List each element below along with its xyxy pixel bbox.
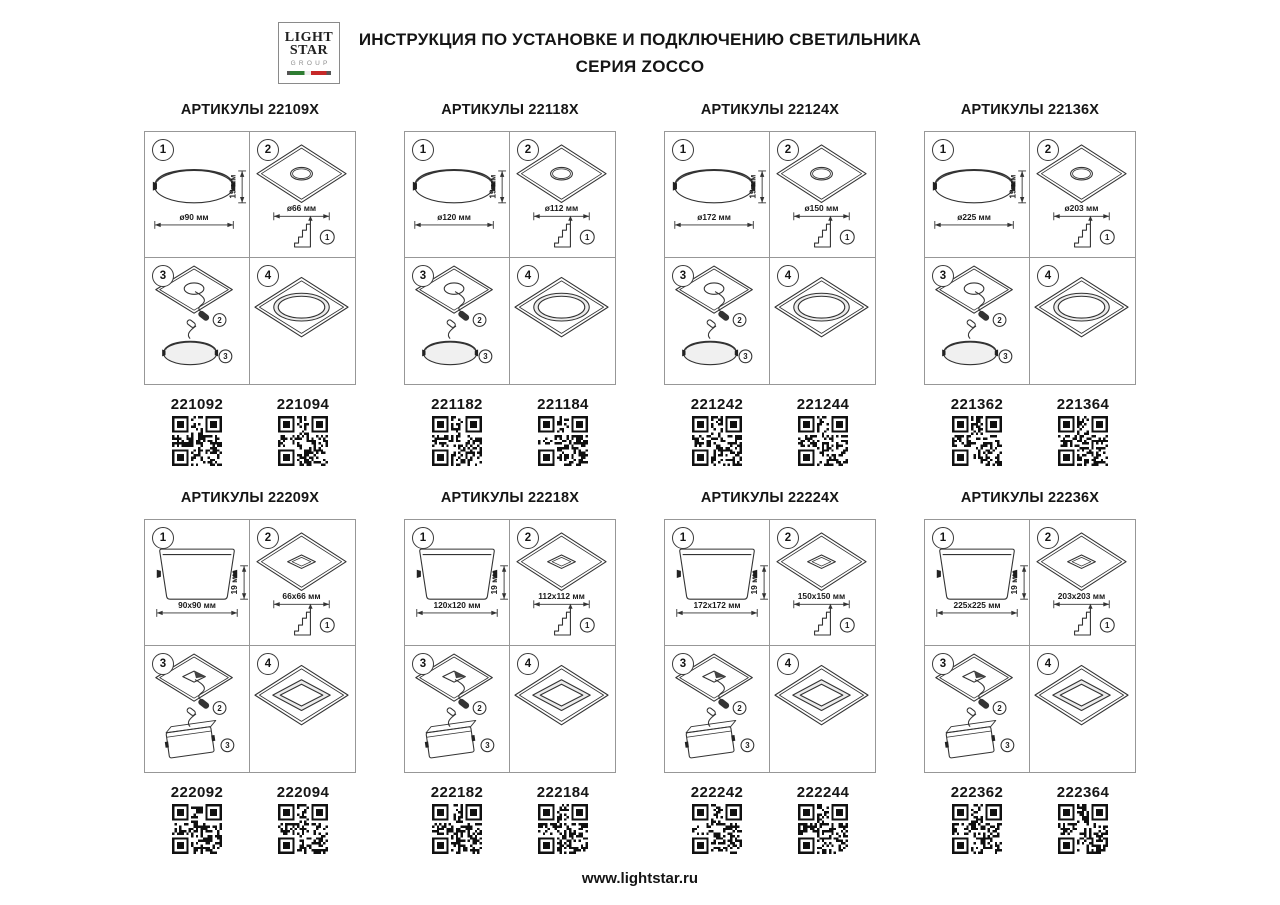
logo-flag-bar [287, 71, 331, 75]
connector-callout-number: 2 [477, 315, 482, 325]
article-item [171, 396, 223, 466]
height-dimension-label: 19 мм [1007, 174, 1018, 199]
connector-callout-number: 2 [997, 703, 1002, 713]
qr-code [692, 416, 742, 466]
width-dimension-label: ø120 мм [437, 212, 471, 223]
article-number: 222364 [1056, 784, 1110, 801]
supply-wire [715, 680, 724, 703]
step-1-fixture-dimensions [925, 132, 1030, 258]
step-4-installed-view [250, 258, 355, 384]
step-2-ceiling-cutout [1030, 520, 1135, 646]
qr-code [278, 804, 328, 854]
hole-dimension-label: 203x203 мм [1057, 590, 1106, 601]
article-number: 221092 [170, 396, 224, 413]
fixture-callout-number: 3 [485, 741, 490, 751]
step-1-fixture-dimensions [405, 132, 510, 258]
step-4-badge: 4 [517, 653, 539, 675]
clip-callout-number: 1 [585, 232, 590, 242]
width-dimension-label: 120x120 мм [433, 600, 481, 611]
article-item [277, 396, 329, 466]
product-panel [640, 490, 900, 854]
step-3-badge: 3 [932, 265, 954, 287]
product-panel [380, 490, 640, 854]
wire-connector [717, 310, 730, 322]
wire-connector [197, 310, 210, 322]
step-4-installed-view [770, 258, 875, 384]
panel-title: АРТИКУЛЫ 22224X [700, 490, 840, 506]
step-1-fixture-dimensions [145, 132, 250, 258]
step-1-badge: 1 [152, 139, 174, 161]
article-item [277, 784, 329, 854]
step-1-badge: 1 [152, 527, 174, 549]
connector-callout-number: 2 [737, 703, 742, 713]
hole-dimension-label: ø66 мм [286, 202, 317, 213]
step-3-wiring-connection [145, 258, 250, 384]
article-number: 222242 [690, 784, 744, 801]
article-numbers-row [404, 396, 616, 466]
installation-steps-grid [924, 519, 1136, 773]
step-4-badge: 4 [257, 653, 279, 675]
fixture-callout-number: 3 [1005, 741, 1010, 751]
wire-connector [457, 698, 470, 710]
supply-wire [195, 292, 204, 315]
step-3-wiring-connection [925, 258, 1030, 384]
step-2-ceiling-cutout [510, 520, 615, 646]
logo-word-star: STAR [289, 42, 329, 58]
panel-title: АРТИКУЛЫ 22209X [180, 490, 320, 506]
connector-callout-number: 2 [217, 315, 222, 325]
article-number: 221094 [276, 396, 330, 413]
fixture-callout-number: 3 [483, 352, 488, 362]
product-panel [120, 490, 380, 854]
wire-connector [977, 310, 990, 322]
step-3-badge: 3 [152, 653, 174, 675]
connector-callout-number: 2 [477, 703, 482, 713]
width-dimension-label: ø172 мм [697, 212, 731, 223]
step-2-ceiling-cutout [1030, 132, 1135, 258]
step-4-installed-view [770, 646, 875, 772]
document-title [0, 0, 1280, 77]
step-2-ceiling-cutout [250, 520, 355, 646]
height-dimension-label: 19 мм [229, 570, 240, 595]
height-dimension-label: 19 мм [489, 570, 500, 595]
step-3-badge: 3 [672, 653, 694, 675]
fixture-callout-number: 3 [225, 741, 230, 751]
step-2-ceiling-cutout [250, 132, 355, 258]
spring-clip-icon [815, 224, 831, 247]
article-item [537, 396, 589, 466]
installation-steps-grid [144, 519, 356, 773]
panel-title: АРТИКУЛЫ 22136X [960, 102, 1100, 118]
fixture-callout-number: 3 [745, 741, 750, 751]
hole-dimension-label: ø112 мм [544, 202, 579, 213]
spring-clip-icon [555, 224, 571, 247]
product-panel [380, 102, 640, 466]
supply-wire [975, 292, 984, 315]
panel-title: АРТИКУЛЫ 22109X [180, 102, 320, 118]
article-item [797, 784, 849, 854]
installation-steps-grid [664, 131, 876, 385]
clip-callout-number: 1 [585, 620, 590, 630]
step-4-badge: 4 [1037, 653, 1059, 675]
article-numbers-row [924, 396, 1136, 466]
step-4-installed-view [250, 646, 355, 772]
article-item [951, 784, 1003, 854]
wire-connector [977, 698, 990, 710]
article-number: 222182 [430, 784, 484, 801]
installation-steps-grid [924, 131, 1136, 385]
article-item [951, 396, 1003, 466]
spring-clip-icon [295, 224, 311, 247]
installation-steps-grid [144, 131, 356, 385]
wire-connector [717, 698, 730, 710]
spring-clip-icon [555, 612, 571, 635]
clip-callout-number: 1 [325, 620, 330, 630]
hole-dimension-label: ø150 мм [804, 202, 839, 213]
connector-callout-number: 2 [737, 315, 742, 325]
fixture-callout-number: 3 [1003, 352, 1008, 362]
step-3-wiring-connection [405, 646, 510, 772]
article-number: 221184 [537, 396, 589, 413]
step-1-badge: 1 [412, 139, 434, 161]
step-3-wiring-connection [925, 646, 1030, 772]
article-number: 222184 [536, 784, 590, 801]
wire-connector [197, 698, 210, 710]
title-line-2: СЕРИЯ ZOCCO [575, 57, 705, 76]
step-2-badge: 2 [1037, 139, 1059, 161]
width-dimension-label: ø90 мм [179, 212, 209, 223]
panel-title: АРТИКУЛЫ 22124X [700, 102, 840, 118]
installation-steps-grid [664, 519, 876, 773]
supply-wire [975, 680, 984, 703]
step-3-wiring-connection [665, 646, 770, 772]
hole-dimension-label: 66x66 мм [282, 590, 321, 601]
step-2-ceiling-cutout [510, 132, 615, 258]
product-panel [900, 490, 1160, 854]
width-dimension-label: ø225 мм [957, 212, 991, 223]
step-1-fixture-dimensions [405, 520, 510, 646]
step-2-badge: 2 [517, 527, 539, 549]
spring-clip-icon [1075, 612, 1091, 635]
step-3-badge: 3 [412, 653, 434, 675]
step-1-fixture-dimensions [925, 520, 1030, 646]
hole-dimension-label: 150x150 мм [797, 590, 846, 601]
step-2-badge: 2 [777, 139, 799, 161]
fixture-callout-number: 3 [223, 352, 228, 362]
installation-steps-grid [404, 519, 616, 773]
step-4-installed-view [510, 646, 615, 772]
step-4-installed-view [1030, 258, 1135, 384]
qr-code [538, 804, 588, 854]
clip-callout-number: 1 [1105, 620, 1110, 630]
qr-code [1058, 416, 1108, 466]
qr-code [432, 804, 482, 854]
fixture-callout-number: 3 [743, 352, 748, 362]
step-4-badge: 4 [1037, 265, 1059, 287]
article-item [691, 784, 743, 854]
step-2-badge: 2 [1037, 527, 1059, 549]
hole-dimension-label: ø203 мм [1064, 202, 1099, 213]
qr-code [798, 416, 848, 466]
article-number: 221242 [690, 396, 744, 413]
qr-code [172, 804, 222, 854]
step-3-wiring-connection [405, 258, 510, 384]
step-1-badge: 1 [932, 527, 954, 549]
step-4-installed-view [1030, 646, 1135, 772]
width-dimension-label: 172x172 мм [693, 600, 741, 611]
step-1-badge: 1 [672, 527, 694, 549]
step-1-fixture-dimensions [145, 520, 250, 646]
lightstar-logo [278, 22, 340, 84]
article-number: 221362 [950, 396, 1004, 413]
article-item [537, 784, 589, 854]
article-numbers-row [404, 784, 616, 854]
qr-code [952, 804, 1002, 854]
supply-wire [455, 292, 464, 315]
supply-wire [715, 292, 724, 315]
clip-callout-number: 1 [845, 232, 850, 242]
supply-wire [195, 680, 204, 703]
clip-callout-number: 1 [1105, 232, 1110, 242]
step-3-badge: 3 [932, 653, 954, 675]
width-dimension-label: 225x225 мм [953, 600, 1001, 611]
product-panel [900, 102, 1160, 466]
article-number: 222092 [170, 784, 224, 801]
title-line-1: ИНСТРУКЦИЯ ПО УСТАНОВКЕ И ПОДКЛЮЧЕНИЮ СВЕТИЛЬНИКА [358, 30, 922, 49]
article-numbers-row [664, 784, 876, 854]
logo-word-group: GROUP [290, 59, 331, 67]
spring-clip-icon [1075, 224, 1091, 247]
step-1-badge: 1 [412, 527, 434, 549]
step-2-badge: 2 [257, 139, 279, 161]
step-3-badge: 3 [672, 265, 694, 287]
article-numbers-row [664, 396, 876, 466]
qr-code [692, 804, 742, 854]
qr-code [432, 416, 482, 466]
step-2-ceiling-cutout [770, 132, 875, 258]
step-4-installed-view [510, 258, 615, 384]
qr-code [798, 804, 848, 854]
step-2-ceiling-cutout [770, 520, 875, 646]
page-header [0, 0, 1280, 98]
wire-connector [457, 310, 470, 322]
step-2-badge: 2 [777, 527, 799, 549]
article-number: 221364 [1056, 396, 1110, 413]
height-dimension-label: 19 мм [747, 174, 758, 199]
qr-code [1058, 804, 1108, 854]
step-3-badge: 3 [152, 265, 174, 287]
article-item [797, 396, 849, 466]
step-4-badge: 4 [777, 653, 799, 675]
step-4-badge: 4 [257, 265, 279, 287]
article-item [171, 784, 223, 854]
width-dimension-label: 90x90 мм [178, 600, 216, 611]
height-dimension-label: 19 мм [749, 570, 760, 595]
hole-dimension-label: 112x112 мм [538, 590, 585, 601]
panel-title: АРТИКУЛЫ 22236X [960, 490, 1100, 506]
step-4-badge: 4 [777, 265, 799, 287]
connector-callout-number: 2 [217, 703, 222, 713]
height-dimension-label: 19 мм [227, 174, 238, 199]
step-2-badge: 2 [257, 527, 279, 549]
step-2-badge: 2 [517, 139, 539, 161]
qr-code [278, 416, 328, 466]
step-3-badge: 3 [412, 265, 434, 287]
article-numbers-row [144, 784, 356, 854]
logo-word-light: LIGHT [284, 29, 334, 45]
footer-url: www.lightstar.ru [581, 870, 699, 887]
qr-code [172, 416, 222, 466]
spring-clip-icon [295, 612, 311, 635]
qr-code [952, 416, 1002, 466]
article-number: 221244 [796, 396, 850, 413]
clip-callout-number: 1 [325, 232, 330, 242]
article-number: 222362 [950, 784, 1004, 801]
product-panel [640, 102, 900, 466]
step-1-badge: 1 [932, 139, 954, 161]
step-3-wiring-connection [145, 646, 250, 772]
article-numbers-row [924, 784, 1136, 854]
article-number: 222244 [796, 784, 850, 801]
article-numbers-row [144, 396, 356, 466]
article-number: 221182 [431, 396, 483, 413]
spring-clip-icon [815, 612, 831, 635]
article-item [691, 396, 743, 466]
article-item [431, 784, 483, 854]
connector-callout-number: 2 [997, 315, 1002, 325]
article-item [431, 396, 483, 466]
article-item [1057, 396, 1109, 466]
step-1-badge: 1 [672, 139, 694, 161]
panels-grid [120, 102, 1160, 854]
supply-wire [455, 680, 464, 703]
article-number: 222094 [276, 784, 330, 801]
article-item [1057, 784, 1109, 854]
qr-code [538, 416, 588, 466]
height-dimension-label: 19 мм [1009, 570, 1020, 595]
product-panel [120, 102, 380, 466]
height-dimension-label: 19 мм [487, 174, 498, 199]
installation-steps-grid [404, 131, 616, 385]
panel-title: АРТИКУЛЫ 22218X [440, 490, 580, 506]
clip-callout-number: 1 [845, 620, 850, 630]
panel-title: АРТИКУЛЫ 22118X [441, 102, 579, 118]
step-1-fixture-dimensions [665, 132, 770, 258]
step-1-fixture-dimensions [665, 520, 770, 646]
step-3-wiring-connection [665, 258, 770, 384]
step-4-badge: 4 [517, 265, 539, 287]
